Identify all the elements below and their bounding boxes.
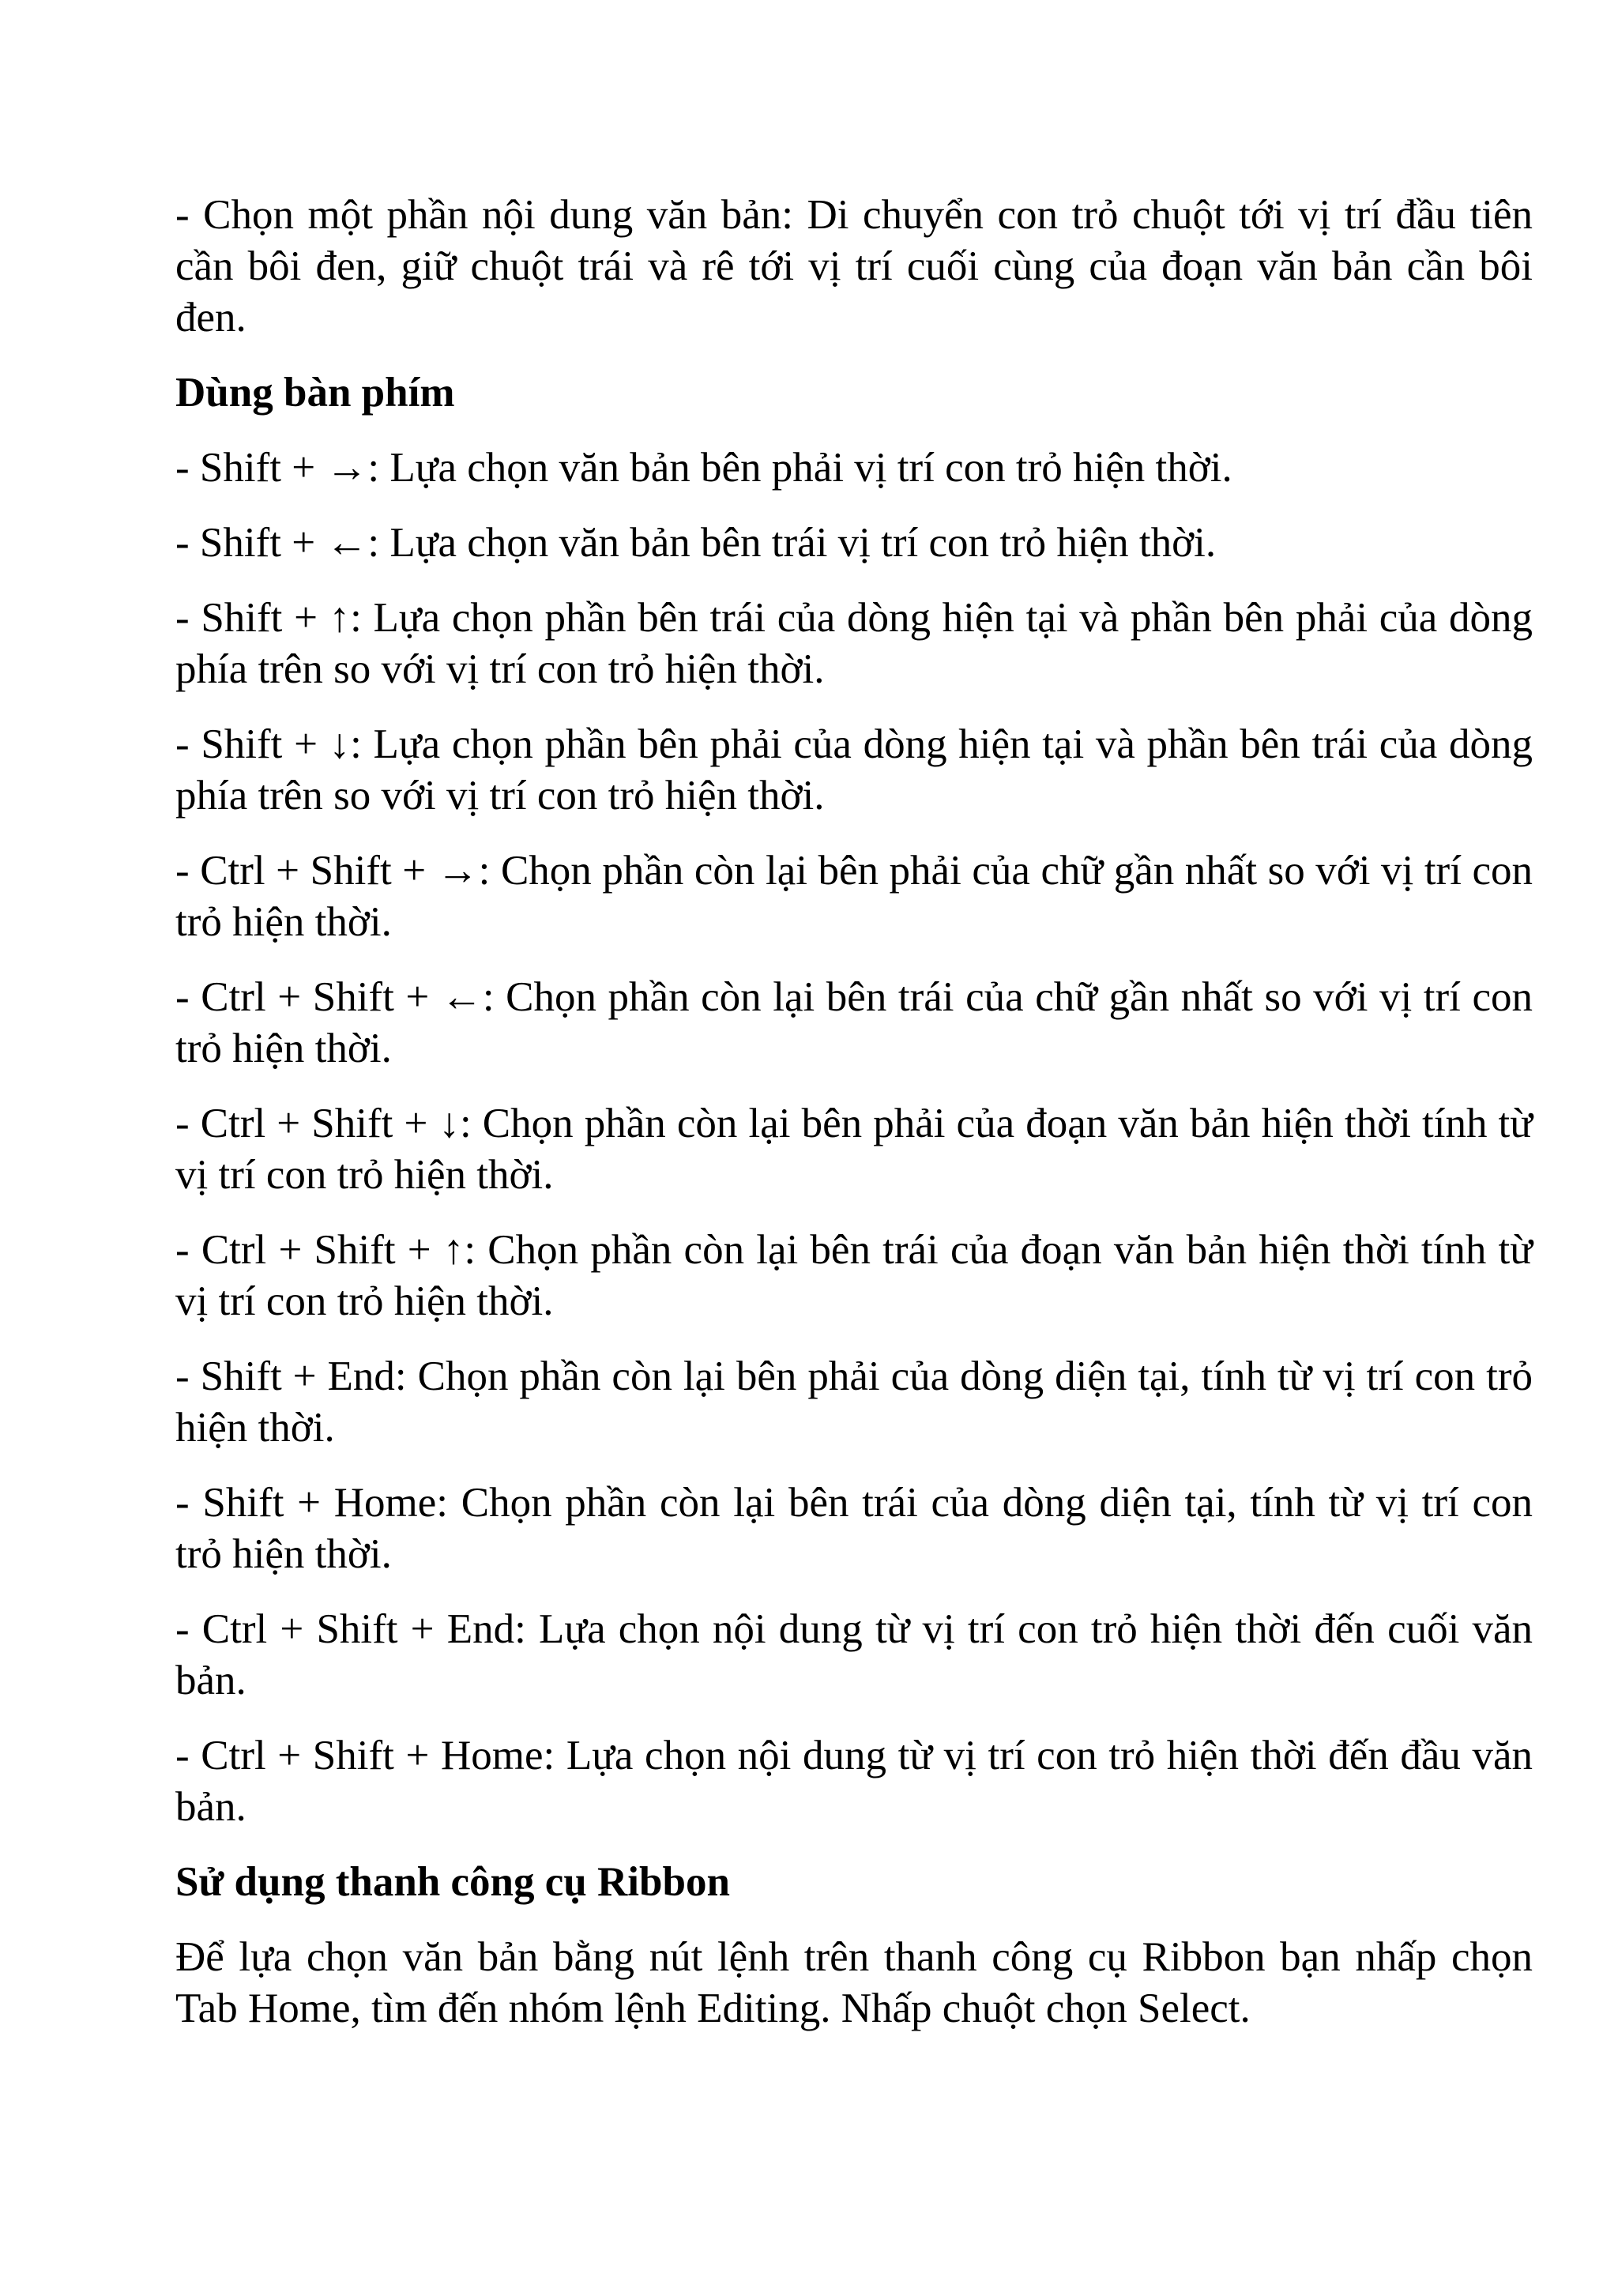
paragraph-shift-down: - Shift + ↓: Lựa chọn phần bên phải của dòng hiện tại và phần bên trái của dòng phía trên so với vị trí con trỏ hiện thời. [175, 721, 1533, 819]
paragraph-select-with-mouse: - Chọn một phần nội dung văn bản: Di chuyển con trỏ chuột tới vị trí đầu tiên cần bôi đen, giữ chuột trái và rê tới vị trí cuối cùng của đoạn văn bản cần bôi đen. [175, 192, 1533, 341]
paragraph-ribbon-select: Để lựa chọn văn bản bằng nút lệnh trên thanh công cụ Ribbon bạn nhấp chọn Tab Home, tìm đến nhóm lệnh Editing. Nhấp chuột chọn Select. [175, 1934, 1533, 2031]
paragraph-ctrl-shift-right: - Ctrl + Shift + →: Chọn phần còn lại bên phải của chữ gần nhất so với vị trí con trỏ hiện thời. [175, 848, 1533, 945]
heading-keyboard: Dùng bàn phím [175, 370, 455, 416]
paragraph-ctrl-shift-end: - Ctrl + Shift + End: Lựa chọn nội dung từ vị trí con trỏ hiện thời đến cuối văn bản. [175, 1606, 1533, 1703]
document-page [175, 190, 1533, 2058]
paragraph-shift-right: - Shift + →: Lựa chọn văn bản bên phải vị trí con trỏ hiện thời. [175, 445, 1232, 491]
paragraph-shift-home: - Shift + Home: Chọn phần còn lại bên trái của dòng diện tại, tính từ vị trí con trỏ hiện thời. [175, 1480, 1533, 1577]
paragraph-ctrl-shift-left: - Ctrl + Shift + ←: Chọn phần còn lại bên trái của chữ gần nhất so với vị trí con trỏ hiện thời. [175, 974, 1533, 1071]
paragraph-ctrl-shift-home: - Ctrl + Shift + Home: Lựa chọn nội dung từ vị trí con trỏ hiện thời đến đầu văn bản. [175, 1733, 1533, 1830]
paragraph-ctrl-shift-up: - Ctrl + Shift + ↑: Chọn phần còn lại bên trái của đoạn văn bản hiện thời tính từ vị trí con trỏ hiện thời. [175, 1227, 1533, 1324]
paragraph-shift-up: - Shift + ↑: Lựa chọn phần bên trái của dòng hiện tại và phần bên phải của dòng phía trên so với vị trí con trỏ hiện thời. [175, 595, 1533, 692]
paragraph-ctrl-shift-down: - Ctrl + Shift + ↓: Chọn phần còn lại bên phải của đoạn văn bản hiện thời tính từ vị trí con trỏ hiện thời. [175, 1101, 1533, 1198]
paragraph-shift-left: - Shift + ←: Lựa chọn văn bản bên trái vị trí con trỏ hiện thời. [175, 520, 1217, 566]
paragraph-shift-end: - Shift + End: Chọn phần còn lại bên phải của dòng diện tại, tính từ vị trí con trỏ hiện thời. [175, 1353, 1533, 1451]
heading-ribbon: Sử dụng thanh công cụ Ribbon [175, 1859, 730, 1905]
